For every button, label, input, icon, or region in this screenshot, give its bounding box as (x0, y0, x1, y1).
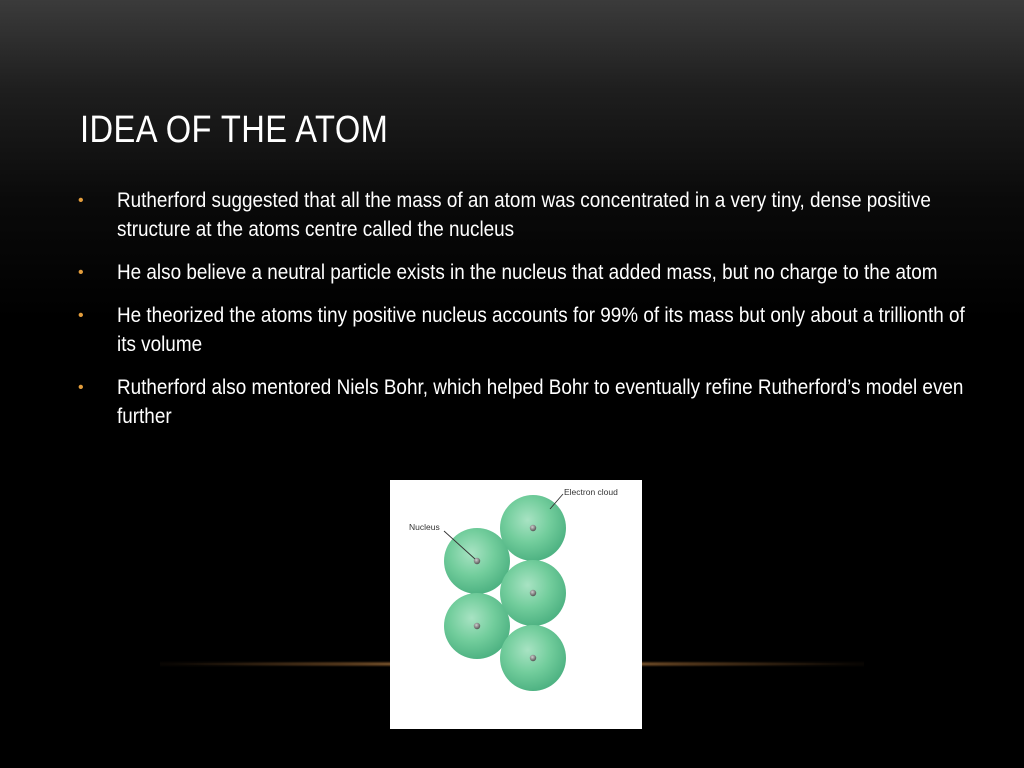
bullet-list (78, 186, 968, 445)
bullet-marker: • (78, 307, 84, 324)
nucleus-label: Nucleus (409, 522, 440, 532)
bullet-marker: • (78, 264, 84, 281)
bullet-item (78, 258, 968, 287)
bullet-marker: • (78, 379, 84, 396)
slide-title: IDEA OF THE ATOM (80, 109, 389, 151)
bullet-item (78, 301, 968, 359)
nucleus-dot (474, 623, 480, 629)
nucleus-dot (530, 590, 536, 596)
nucleus-dot (530, 655, 536, 661)
bullet-item (78, 186, 968, 244)
bullet-text: He theorized the atoms tiny positive nucleus accounts for 99% of its mass but only about a trillionth of its volume (117, 304, 965, 356)
bullet-text: Rutherford suggested that all the mass of an atom was concentrated in a very tiny, dense positive structure at the atoms centre called the nucleus (117, 189, 931, 241)
atom-illustration (390, 480, 642, 729)
atom-illustration-svg (390, 480, 642, 729)
bullet-text: He also believe a neutral particle exists in the nucleus that added mass, but no charge to the atom (117, 261, 938, 284)
electron-cloud-label: Electron cloud (564, 487, 618, 497)
bullet-item (78, 373, 968, 431)
bullet-marker: • (78, 192, 84, 209)
bullet-text: Rutherford also mentored Niels Bohr, which helped Bohr to eventually refine Rutherford’s model even further (117, 376, 964, 428)
nucleus-dot (530, 525, 536, 531)
